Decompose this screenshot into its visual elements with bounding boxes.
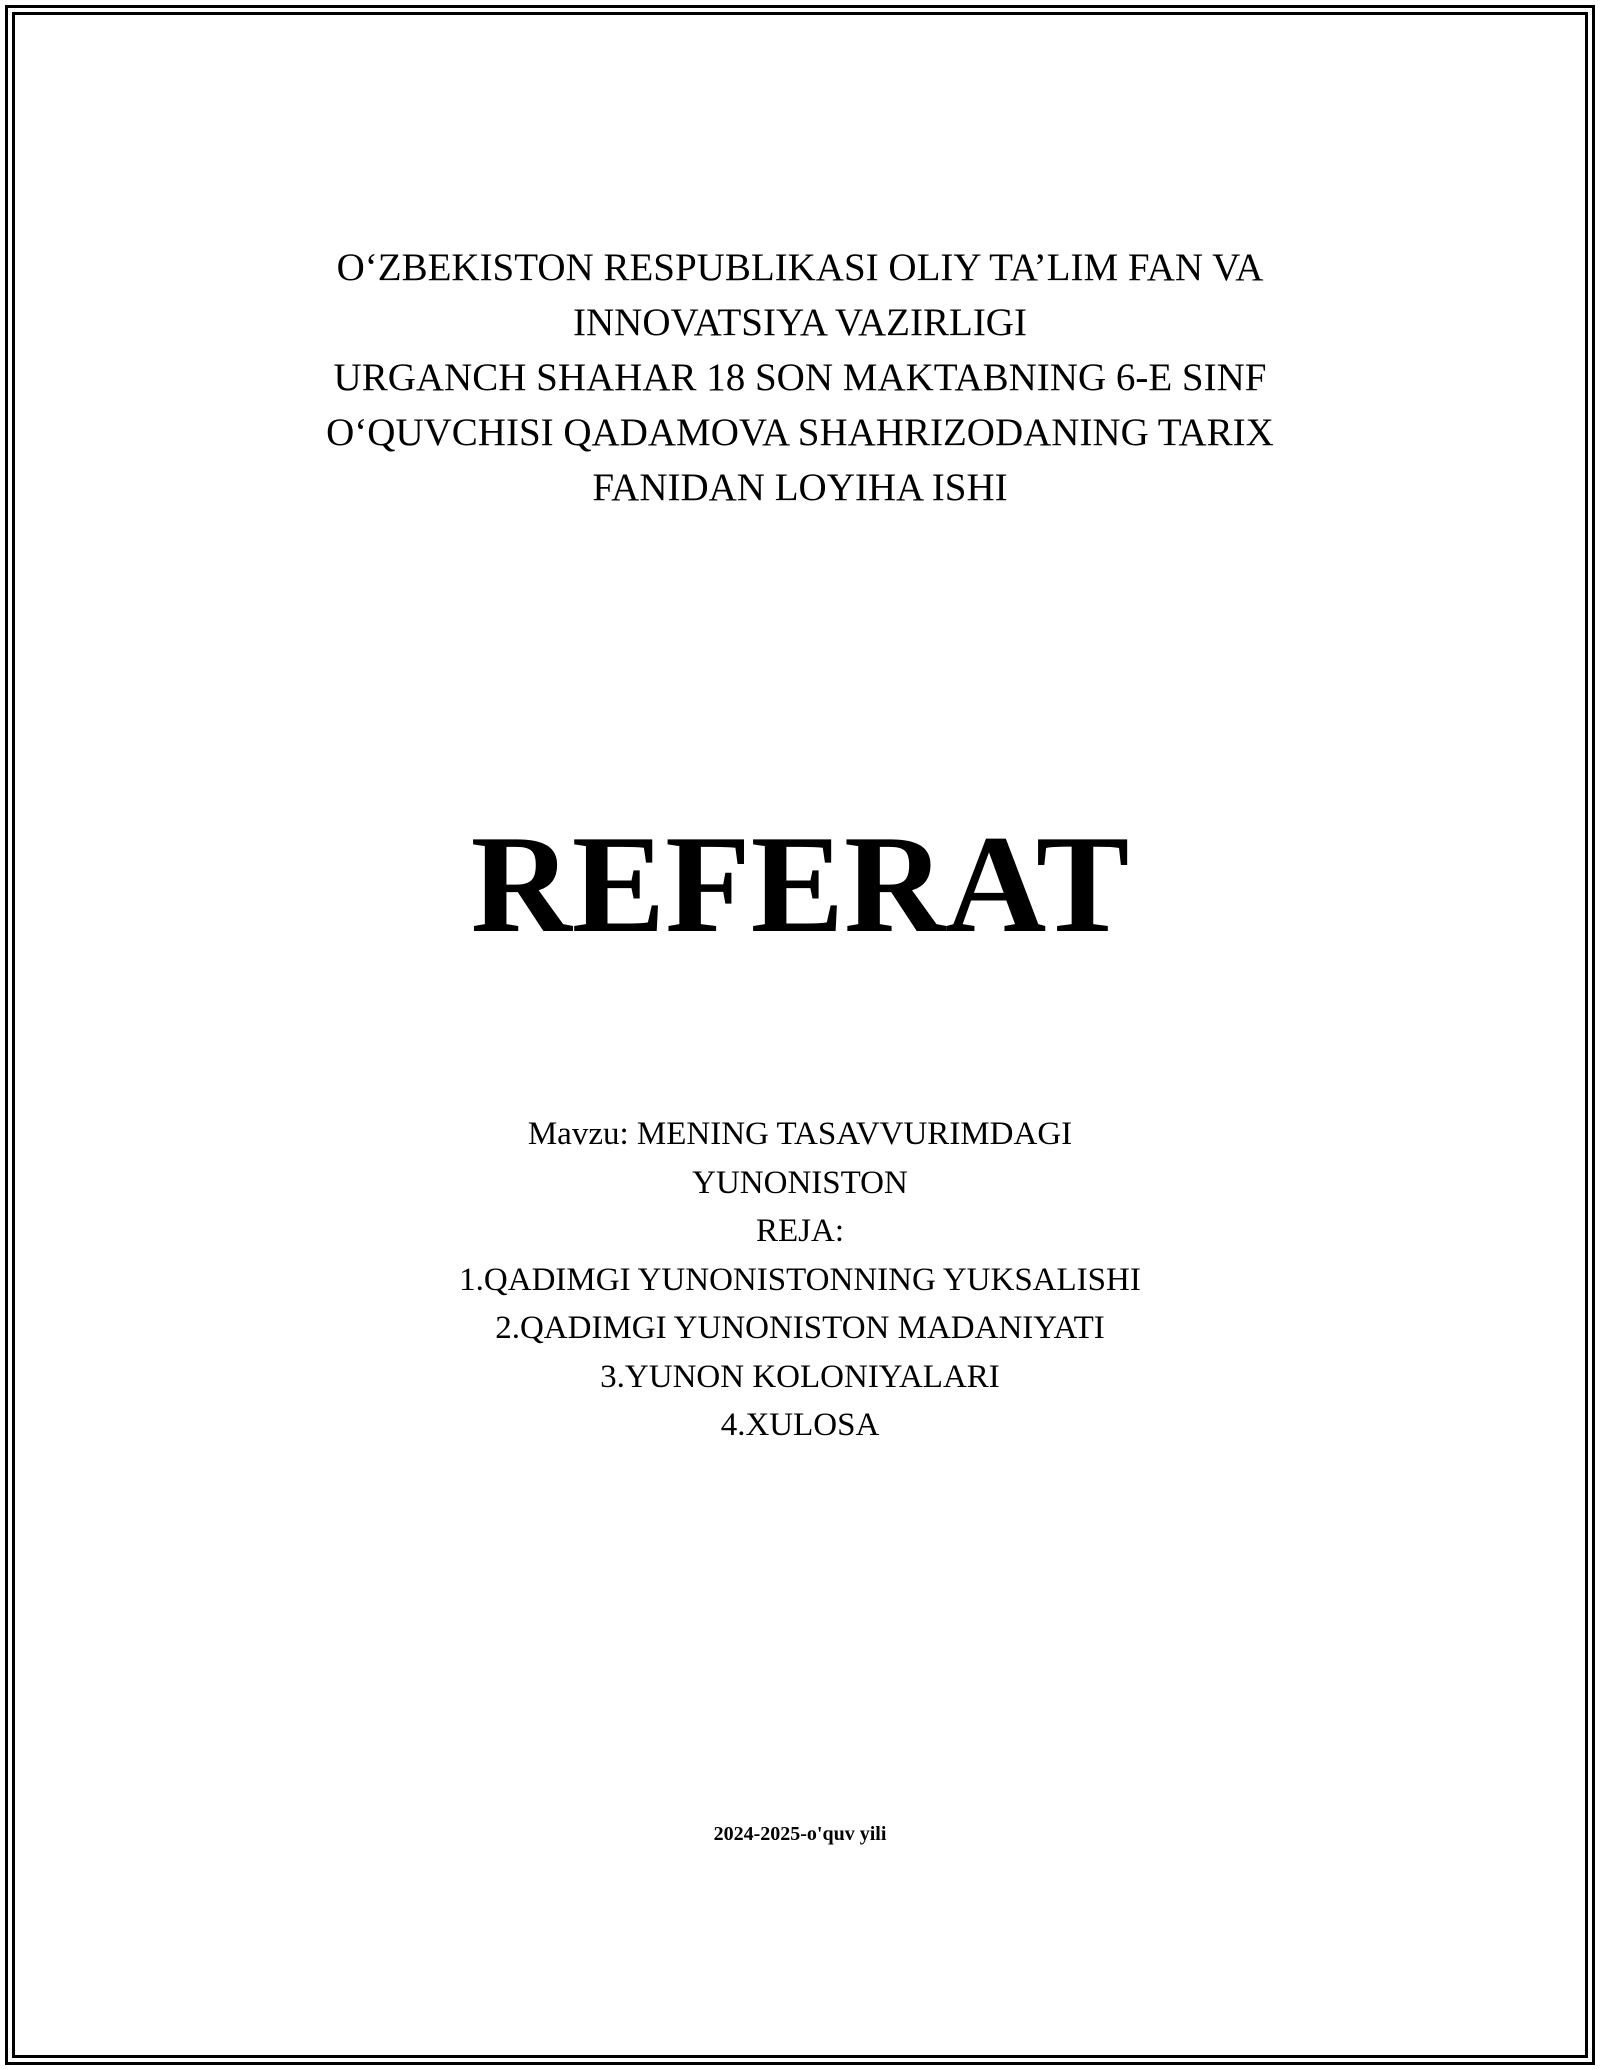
institution-header (0, 240, 1600, 515)
plan-item: 2.QADIMGI YUNONISTON MADANIYATI (495, 1310, 1105, 1346)
academic-year: 2024-2025-o'quv yili (713, 1823, 887, 1845)
plan-label: REJA: (755, 1213, 844, 1249)
header-line: INNOVATSIYA VAZIRLIGI (573, 301, 1027, 344)
header-line: O‘QUVCHISI QADAMOVA SHAHRIZODANING TARIX (326, 411, 1274, 454)
plan-item: 4.XULOSA (720, 1407, 880, 1443)
topic-subject-line: Mavzu: MENING TASAVVURIMDAGI (527, 1116, 1073, 1152)
plan-item: 3.YUNON KOLONIYALARI (600, 1358, 1000, 1395)
header-line: FANIDAN LOYIHA ISHI (592, 466, 1008, 509)
plan-item: 1.QADIMGI YUNONISTONNING YUKSALISHI (459, 1261, 1141, 1298)
topic-section (0, 1110, 1600, 1450)
topic-subject-line: YUNONISTON (692, 1164, 908, 1201)
header-line: O‘ZBEKISTON RESPUBLIKASI OLIY TA’LIM FAN VA (336, 246, 1264, 289)
document-title: REFERAT (470, 807, 1130, 962)
header-line: URGANCH SHAHAR 18 SON MAKTABNING 6-E SINF (333, 356, 1267, 399)
